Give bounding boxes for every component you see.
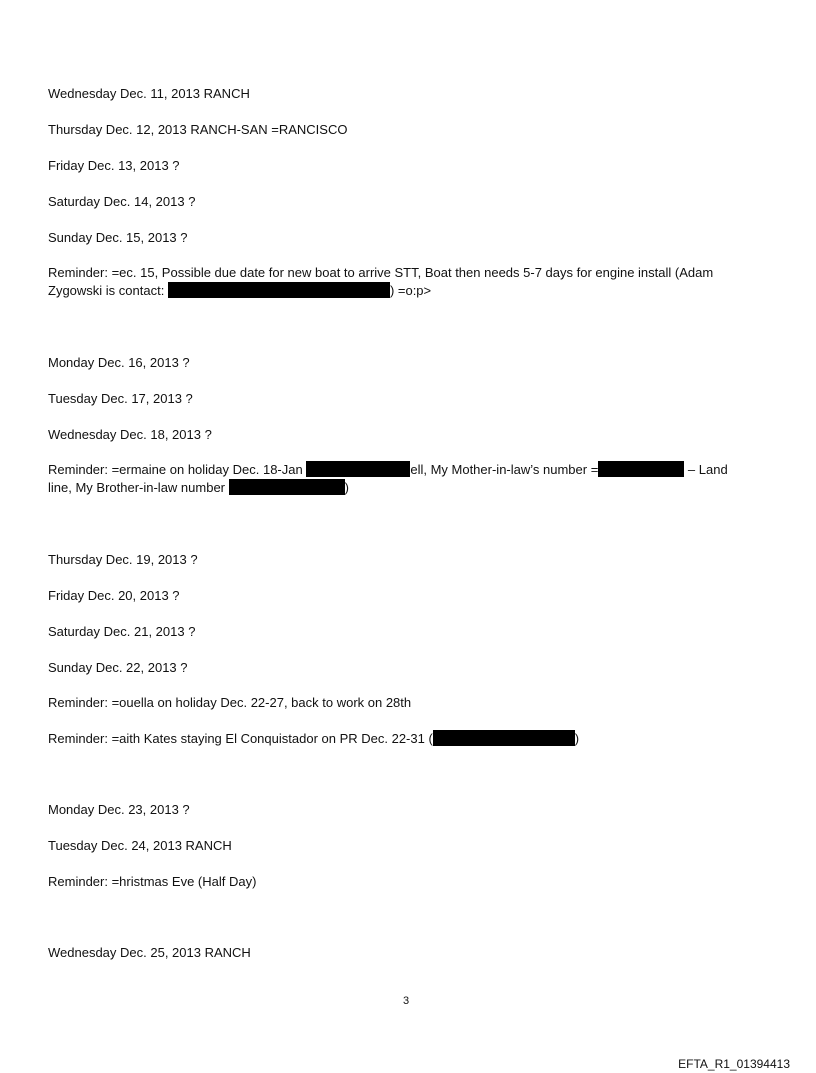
entry-dec-13: Friday Dec. 13, 2013 ? [48, 158, 180, 173]
entry-dec-11: Wednesday Dec. 11, 2013 RANCH [48, 86, 250, 101]
entry-dec-20: Friday Dec. 20, 2013 ? [48, 588, 180, 603]
entry-dec-16: Monday Dec. 16, 2013 ? [48, 355, 190, 370]
redaction-bar [598, 461, 684, 477]
entry-dec-22: Sunday Dec. 22, 2013 ? [48, 660, 188, 675]
redaction-bar [168, 282, 390, 298]
reminder-holiday-text-3: – Land [684, 462, 728, 477]
reminder-kates [48, 730, 579, 748]
reminder-holiday-text-2: ell, My Mother-in-law’s number = [410, 462, 599, 477]
reminder-holiday-text-5: ) [344, 480, 349, 495]
entry-dec-23: Monday Dec. 23, 2013 ? [48, 802, 190, 817]
document-id-footer: EFTA_R1_01394413 [678, 1057, 790, 1071]
reminder-ouella: Reminder: =ouella on holiday Dec. 22-27, back to work on 28th [48, 695, 412, 710]
redaction-bar [229, 479, 345, 495]
reminder-holiday-text-4: line, My Brother-in-law number [48, 480, 229, 495]
entry-dec-12: Thursday Dec. 12, 2013 RANCH-SAN =RANCISCO [48, 122, 348, 137]
reminder-christmas-eve: Reminder: =hristmas Eve (Half Day) [48, 874, 257, 889]
reminder-boat-line-2 [48, 282, 431, 300]
redaction-bar [433, 730, 575, 746]
reminder-holiday-line-2 [48, 479, 349, 497]
entry-dec-19: Thursday Dec. 19, 2013 ? [48, 552, 198, 567]
entry-dec-14: Saturday Dec. 14, 2013 ? [48, 194, 196, 209]
redaction-bar [306, 461, 410, 477]
reminder-kates-text-end: ) [574, 731, 580, 746]
entry-dec-18: Wednesday Dec. 18, 2013 ? [48, 427, 212, 442]
reminder-holiday-line-1 [48, 461, 728, 479]
reminder-holiday-text: Reminder: =ermaine on holiday Dec. 18-Jan [48, 462, 307, 477]
entry-dec-25: Wednesday Dec. 25, 2013 RANCH [48, 945, 251, 960]
entry-dec-24: Tuesday Dec. 24, 2013 RANCH [48, 838, 232, 853]
reminder-boat-text-end: ) =o:p> [389, 283, 432, 298]
reminder-kates-text: Reminder: =aith Kates staying El Conquistador on PR Dec. 22-31 ( [48, 731, 433, 746]
entry-dec-15: Sunday Dec. 15, 2013 ? [48, 230, 188, 245]
reminder-boat-line-1: Reminder: =ec. 15, Possible due date for new boat to arrive STT, Boat then needs 5-7 days for engine install (Adam [48, 265, 714, 280]
entry-dec-21: Saturday Dec. 21, 2013 ? [48, 624, 196, 639]
entry-dec-17: Tuesday Dec. 17, 2013 ? [48, 391, 193, 406]
reminder-boat-text: Zygowski is contact: [48, 283, 168, 298]
page-number: 3 [403, 995, 410, 1007]
